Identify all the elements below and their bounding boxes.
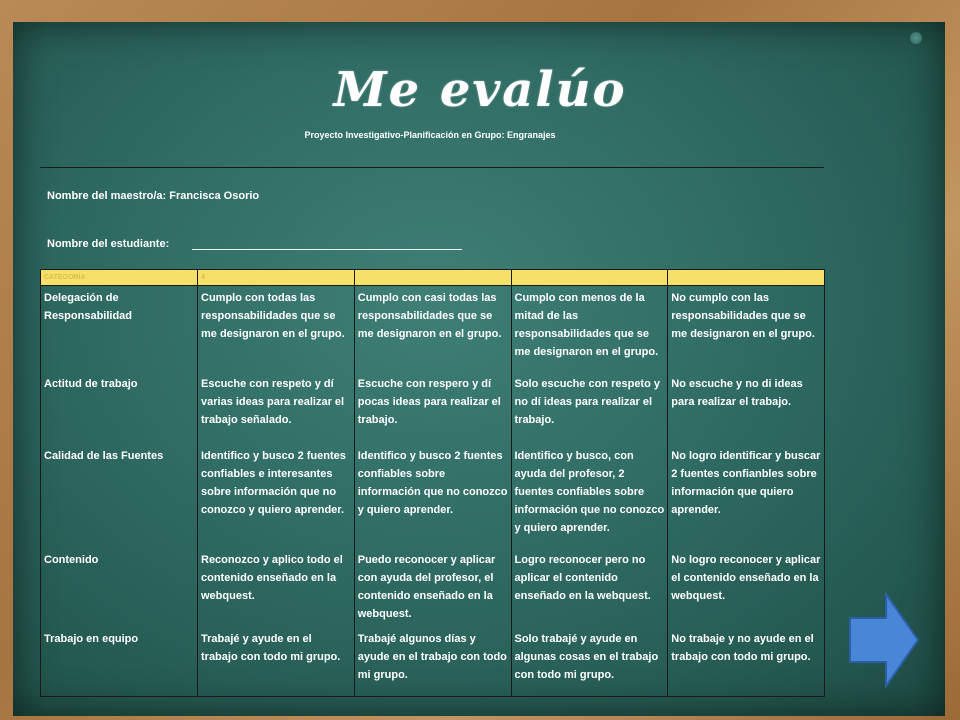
student-name-label: Nombre del estudiante: <box>47 238 170 250</box>
row-category: Delegación de Responsabilidad <box>41 286 198 372</box>
table-row <box>41 286 825 372</box>
table-cell: Escuche con respero y dí pocas ideas para realizar el trabajo. <box>354 372 511 444</box>
table-row <box>41 548 825 627</box>
table-cell: Logro reconocer pero no aplicar el contenido enseñado en la webquest. <box>511 548 668 627</box>
row-category: Contenido <box>41 548 198 627</box>
header-level-1 <box>668 270 825 286</box>
table-cell: Identifico y busco 2 fuentes confiables e interesantes sobre información que no conozco y quiero aprender. <box>198 444 355 548</box>
table-cell: Cumplo con todas las responsabilidades que se me designaron en el grupo. <box>198 286 355 372</box>
table-row <box>41 372 825 444</box>
chalk-mark <box>910 32 922 44</box>
header-level-3 <box>354 270 511 286</box>
table-cell: No trabaje y no ayude en el trabajo con todo mi grupo. <box>668 627 825 697</box>
table-cell: Trabajé algunos días y ayude en el trabajo con todo mi grupo. <box>354 627 511 697</box>
table-cell: Solo trabajé y ayude en algunas cosas en el trabajo con todo mi grupo. <box>511 627 668 697</box>
table-cell: Cumplo con menos de la mitad de las responsabilidades que se me designaron en el grupo. <box>511 286 668 372</box>
table-row <box>41 627 825 697</box>
student-name-blank <box>192 249 462 250</box>
header-level-2 <box>511 270 668 286</box>
table-cell: Identifico y busco 2 fuentes confiables sobre información que no conozco y quiero aprender. <box>354 444 511 548</box>
table-cell: Puedo reconocer y aplicar con ayuda del profesor, el contenido enseñado en la webquest. <box>354 548 511 627</box>
table-cell: No cumplo con las responsabilidades que se me designaron en el grupo. <box>668 286 825 372</box>
table-cell: No escuche y no di ideas para realizar el trabajo. <box>668 372 825 444</box>
header-level-4: 4 <box>198 270 355 286</box>
table-cell: Solo escuche con respeto y no dí ideas para realizar el trabajo. <box>511 372 668 444</box>
rubric-header-row <box>41 270 825 286</box>
table-cell: Escuche con respeto y dí varias ideas para realizar el trabajo señalado. <box>198 372 355 444</box>
table-cell: Trabajé y ayude en el trabajo con todo mi grupo. <box>198 627 355 697</box>
next-arrow-icon[interactable] <box>848 592 920 688</box>
row-category: Actitud de trabajo <box>41 372 198 444</box>
header-category: CATEGORÍA <box>41 270 198 286</box>
divider <box>40 167 824 168</box>
row-category: Trabajo en equipo <box>41 627 198 697</box>
page-subtitle: Proyecto Investigativo-Planificación en Grupo: Engranajes <box>304 130 556 140</box>
table-row <box>41 444 825 548</box>
table-cell: Reconozco y aplico todo el contenido enseñado en la webquest. <box>198 548 355 627</box>
table-cell: Cumplo con casi todas las responsabilidades que se me designaron en el grupo. <box>354 286 511 372</box>
rubric-table <box>40 269 825 697</box>
table-cell: Identifico y busco, con ayuda del profesor, 2 fuentes confiables sobre información que no conozco y quiero aprender. <box>511 444 668 548</box>
next-arrow-shape[interactable] <box>850 594 918 686</box>
table-cell: No logro identificar y buscar 2 fuentes confianbles sobre información que quiero aprender. <box>668 444 825 548</box>
teacher-name: Nombre del maestro/a: Francisca Osorio <box>47 190 260 202</box>
page-title: Me evalúo <box>333 62 627 118</box>
table-cell: No logro reconocer y aplicar el contenido enseñado en la webquest. <box>668 548 825 627</box>
row-category: Calidad de las Fuentes <box>41 444 198 548</box>
